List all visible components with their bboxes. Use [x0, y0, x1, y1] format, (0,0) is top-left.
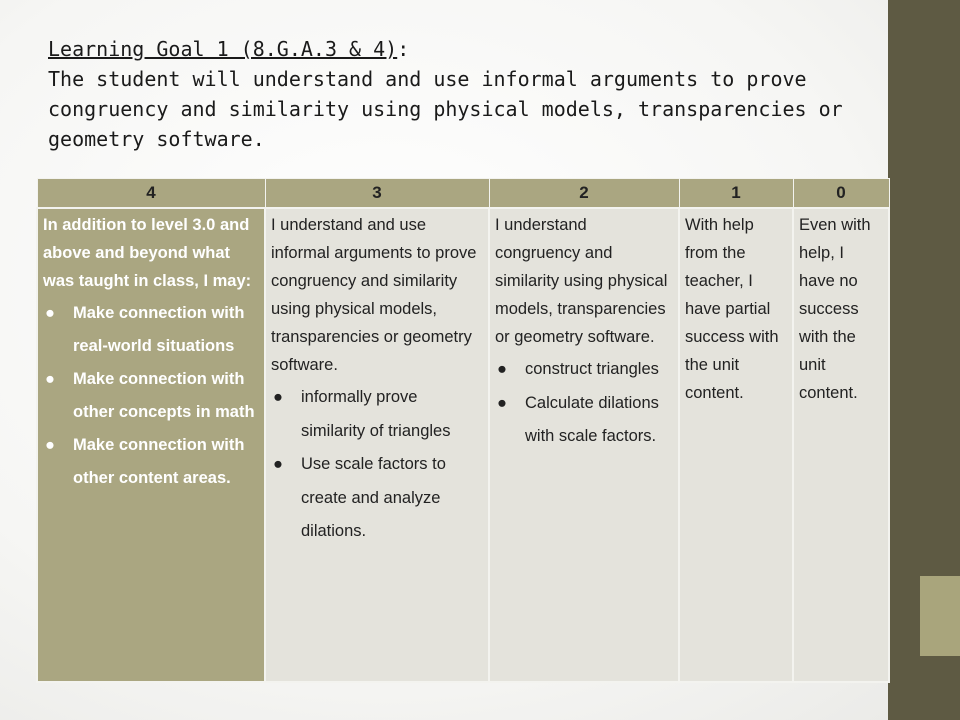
level-2-cell	[489, 208, 679, 682]
level-3-intro: I understand and use informal arguments to prove congruency and similarity using physical models, transparencies or geometry software.	[271, 216, 477, 374]
level-3-cell	[265, 208, 489, 682]
rubric-body-row	[37, 208, 889, 682]
level-0-intro: Even with help, I have no success with the unit content.	[799, 216, 871, 402]
level-4-intro: In addition to level 3.0 and above and beyond what was taught in class, I may:	[43, 216, 252, 290]
list-item	[43, 363, 259, 429]
level-4-cell	[37, 208, 265, 682]
list-item	[271, 448, 483, 549]
list-item	[43, 297, 259, 363]
level-0-cell	[793, 208, 889, 682]
bullet-icon: ●	[497, 360, 507, 378]
list-item	[495, 353, 673, 387]
level-1-cell	[679, 208, 793, 682]
bullet-text: Use scale factors to create and analyze dilations.	[301, 455, 446, 540]
header-level-2: 2	[489, 179, 679, 209]
level-3-bullets	[271, 381, 483, 549]
level-2-bullets	[495, 353, 673, 454]
goal-title: Learning Goal 1 (8.G.A.3 & 4)	[48, 37, 398, 61]
learning-goal	[48, 34, 878, 154]
level-2-intro: I understand congruency and similarity using physical models, transparencies or geometry software.	[495, 216, 668, 346]
level-4-bullets	[43, 297, 259, 495]
bullet-icon: ●	[497, 393, 507, 412]
header-level-3: 3	[265, 179, 489, 209]
level-1-intro: With help from the teacher, I have partial success with the unit content.	[685, 216, 779, 402]
bullet-text: Make connection with other concepts in math	[73, 370, 255, 421]
bullet-icon: ●	[273, 455, 283, 473]
bullet-icon: ●	[273, 388, 283, 406]
side-decoration-accent	[920, 576, 960, 656]
bullet-text: Make connection with other content areas.	[73, 436, 245, 487]
bullet-text: Calculate dilations with scale factors.	[525, 393, 659, 445]
goal-description: The student will understand and use informal arguments to prove congruency and similarity using physical models, transparencies or geometry software.	[48, 67, 843, 151]
list-item	[495, 387, 673, 454]
bullet-text: informally prove similarity of triangles	[301, 388, 451, 440]
bullet-icon: ●	[45, 304, 55, 322]
bullet-text: construct triangles	[525, 360, 659, 378]
list-item	[43, 429, 259, 495]
header-level-4: 4	[37, 179, 265, 209]
bullet-text: Make connection with real-world situations	[73, 304, 245, 355]
bullet-icon: ●	[45, 436, 55, 454]
list-item	[271, 381, 483, 448]
header-level-0: 0	[793, 179, 889, 209]
bullet-icon: ●	[45, 370, 55, 388]
rubric-table	[36, 178, 890, 683]
goal-title-colon: :	[397, 37, 410, 61]
header-level-1: 1	[679, 179, 793, 209]
rubric-header-row	[37, 179, 889, 209]
